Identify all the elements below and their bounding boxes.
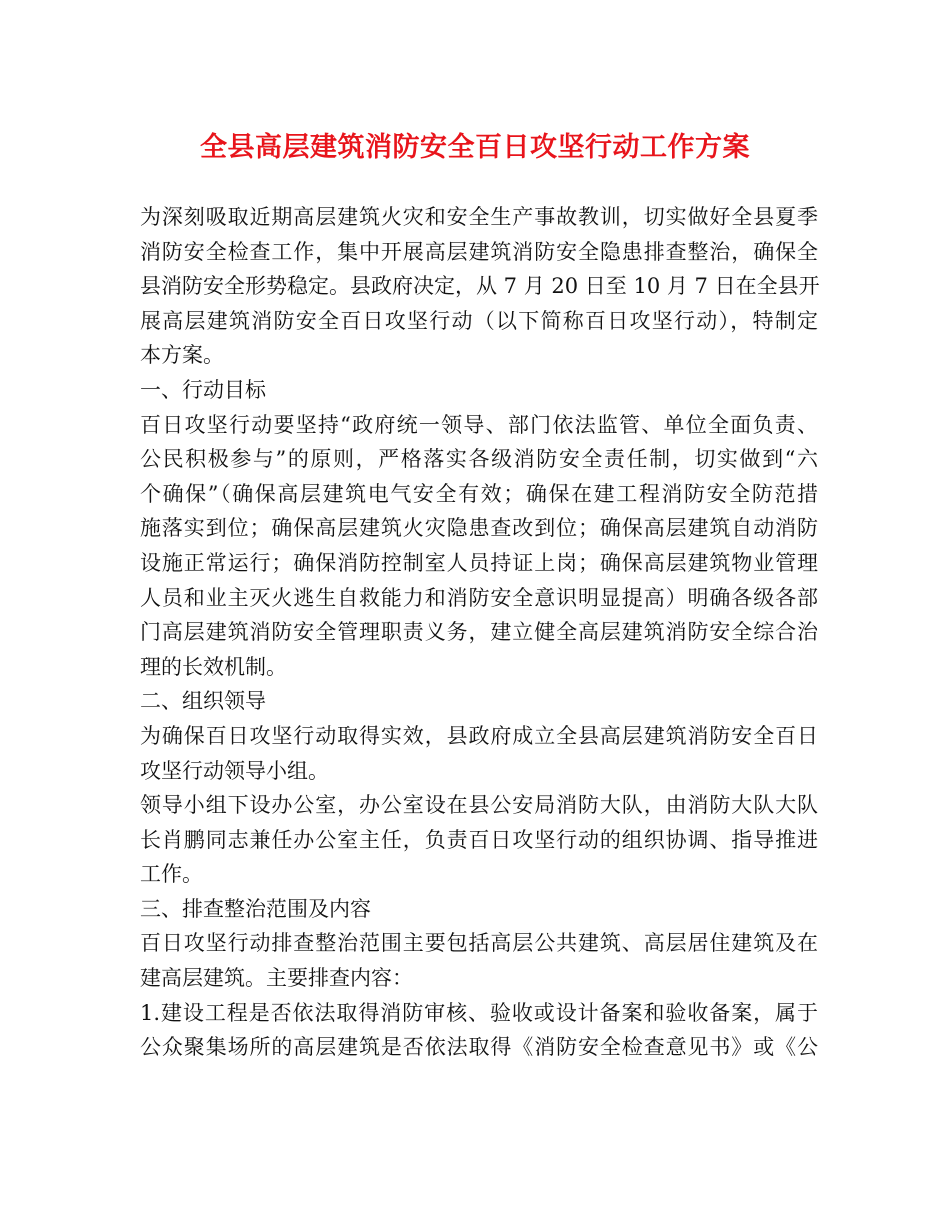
body-line: 工作。 [140,862,203,887]
document-title: 全县高层建筑消防安全百日攻坚行动工作方案 [200,132,750,163]
body-line: 为确保百日攻坚行动取得实效，县政府成立全县高层建筑消防安全百日 [140,723,818,748]
body-line: 百日攻坚行动排查整治范围主要包括高层公共建筑、高层居住建筑及在 [140,931,818,956]
body-line: 个确保”（确保高层建筑电气安全有效；确保在建工程消防安全防范措 [140,481,818,506]
body-line: 本方案。 [140,343,224,368]
body-line: 展高层建筑消防安全百日攻坚行动（以下简称百日攻坚行动），特制定 [140,308,818,333]
body-line: 百日攻坚行动要坚持“政府统一领导、部门依法监管、单位全面负责、 [140,412,818,437]
body-line: 建高层建筑。主要排查内容： [140,966,413,991]
body-line: 设施正常运行；确保消防控制室人员持证上岗；确保高层建筑物业管理 [140,550,818,575]
body-line: 公众聚集场所的高层建筑是否依法取得《消防安全检查意见书》或《公 [140,1035,818,1060]
body-line: 门高层建筑消防安全管理职责义务，建立健全高层建筑消防安全综合治 [140,620,818,645]
body-line: 理的长效机制。 [140,654,287,679]
body-line: 一、行动目标 [140,377,266,402]
document-body [140,200,818,1065]
body-line: 1.建设工程是否依法取得消防审核、验收或设计备案和验收备案，属于 [140,1000,818,1025]
body-line: 县消防安全形势稳定。县政府决定，从 7 月 20 日至 10 月 7 日在全县开 [140,274,820,299]
body-line: 公民积极参与”的原则，严格落实各级消防安全责任制，切实做到“六 [140,447,818,472]
body-line: 人员和业主灭火逃生自救能力和消防安全意识明显提高）明确各级各部 [140,585,818,610]
body-line: 为深刻吸取近期高层建筑火灾和安全生产事故教训，切实做好全县夏季 [140,205,818,229]
body-line: 领导小组下设办公室，办公室设在县公安局消防大队，由消防大队大队 [140,793,818,818]
body-line: 消防安全检查工作，集中开展高层建筑消防安全隐患排查整治，确保全 [140,239,818,264]
body-line: 长肖鹏同志兼任办公室主任，负责百日攻坚行动的组织协调、指导推进 [140,827,818,852]
body-line: 二、组织领导 [140,689,266,714]
body-line: 施落实到位；确保高层建筑火灾隐患查改到位；确保高层建筑自动消防 [140,516,818,541]
body-line: 三、排查整治范围及内容 [140,896,371,921]
body-line: 攻坚行动领导小组。 [140,758,329,783]
